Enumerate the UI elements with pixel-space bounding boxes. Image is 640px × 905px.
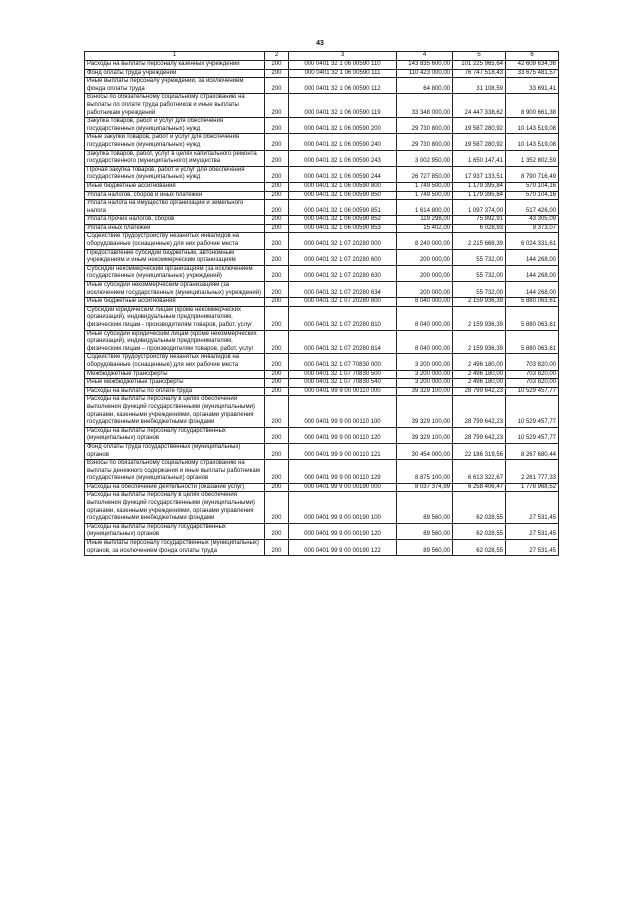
- row-name-cell: Расходы на обеспечение деятельности (оказание услуг): [85, 483, 265, 492]
- row-code-cell: 200: [265, 191, 289, 200]
- row-name-cell: Субсидии юридическим лицам (кроме некоммерческих организаций), индивидуальным предпринимателям, физическим лицам - производителям товаров, работ, услуг: [85, 306, 265, 330]
- row-kbk-cell: 000 0401 32 1 07 20280 814: [289, 330, 397, 354]
- row-code-cell: 200: [265, 265, 289, 281]
- row-name-cell: Взносы по обязательному социальному страхованию на выплаты денежного содержания и иные выплаты работникам государственных (муниципальных) органов: [85, 460, 265, 484]
- row-exec-cell: 55 732,00: [453, 249, 506, 265]
- table-row: [85, 224, 559, 233]
- row-rest-cell: 42 609 634,36: [506, 61, 559, 70]
- row-rest-cell: 33 675 481,57: [506, 69, 559, 78]
- table-row: [85, 282, 559, 298]
- row-name-cell: Иные выплаты персоналу государственных (муниципальных) органов, за исключением фонда оплаты труда: [85, 540, 265, 556]
- table-row: [85, 387, 559, 396]
- row-name-cell: Расходы на выплаты персоналу в целях обеспечения выполнения функций государственными (муниципальными) органами, казенными учреждениями, органами управления государственными внебюджетными фондами: [85, 492, 265, 523]
- header-cell: 1: [85, 52, 265, 61]
- row-code-cell: 200: [265, 200, 289, 216]
- row-plan-cell: 8 040 000,00: [397, 330, 453, 354]
- row-rest-cell: 5 880 063,61: [506, 298, 559, 307]
- row-exec-cell: 2 159 936,39: [453, 306, 506, 330]
- row-rest-cell: 10 529 457,77: [506, 387, 559, 396]
- row-code-cell: 200: [265, 224, 289, 233]
- row-rest-cell: 703 820,00: [506, 370, 559, 379]
- row-exec-cell: 55 732,00: [453, 282, 506, 298]
- table-row: [85, 379, 559, 388]
- table-row: [85, 354, 559, 370]
- row-kbk-cell: 000 0401 99 9 00 00190 122: [289, 540, 397, 556]
- row-kbk-cell: 000 0401 99 9 00 00110 120: [289, 427, 397, 443]
- row-code-cell: 200: [265, 134, 289, 150]
- row-code-cell: 200: [265, 483, 289, 492]
- row-kbk-cell: 000 0401 99 9 00 00190 100: [289, 492, 397, 523]
- row-name-cell: Расходы на выплаты персоналу казенных учреждений: [85, 61, 265, 70]
- row-name-cell: Взносы по обязательному социальному страхованию на выплаты по оплате труда работников и иные выплаты работникам учреждений: [85, 94, 265, 118]
- row-exec-cell: 28 799 642,23: [453, 396, 506, 427]
- row-rest-cell: 10 143 519,08: [506, 118, 559, 134]
- row-plan-cell: 39 329 100,00: [397, 387, 453, 396]
- row-exec-cell: 1 179 395,84: [453, 182, 506, 191]
- row-name-cell: Расходы на выплаты персоналу в целях обеспечения выполнения функций государственными (муниципальными) органами, казенными учреждениями, органами управления государственными внебюджетными фондами: [85, 396, 265, 427]
- row-exec-cell: 28 799 642,23: [453, 427, 506, 443]
- row-plan-cell: 8 875 100,00: [397, 460, 453, 484]
- row-code-cell: 200: [265, 492, 289, 523]
- row-plan-cell: 64 800,00: [397, 78, 453, 94]
- row-kbk-cell: 000 0401 32 1 07 20280 810: [289, 306, 397, 330]
- table-row: [85, 200, 559, 216]
- row-name-cell: Расходы на выплаты по оплате труда: [85, 387, 265, 396]
- row-code-cell: 200: [265, 396, 289, 427]
- row-plan-cell: 3 200 000,00: [397, 354, 453, 370]
- row-kbk-cell: 000 0401 32 1 06 00590 853: [289, 224, 397, 233]
- row-rest-cell: 10 529 457,77: [506, 427, 559, 443]
- row-plan-cell: 110 423 000,00: [397, 69, 453, 78]
- row-name-cell: Фонд оплаты труда учреждений: [85, 69, 265, 78]
- row-rest-cell: 1 352 802,59: [506, 150, 559, 166]
- row-name-cell: Субсидии некоммерческим организациям (за исключением государственных (муниципальных) учреждений): [85, 265, 265, 281]
- row-rest-cell: 570 104,16: [506, 182, 559, 191]
- row-exec-cell: 1 097 374,00: [453, 200, 506, 216]
- row-kbk-cell: 000 0401 32 1 07 20280 634: [289, 282, 397, 298]
- row-name-cell: Содействие трудоустройству незанятых инвалидов на оборудованные (оснащенные) для них рабочие места: [85, 354, 265, 370]
- row-exec-cell: 55 732,00: [453, 265, 506, 281]
- row-plan-cell: 200 000,00: [397, 249, 453, 265]
- row-kbk-cell: 000 0401 99 9 00 00190 120: [289, 523, 397, 539]
- table-row: [85, 182, 559, 191]
- table-row: [85, 540, 559, 556]
- row-exec-cell: 2 496 180,00: [453, 379, 506, 388]
- table-row: [85, 191, 559, 200]
- row-rest-cell: 10 143 519,08: [506, 134, 559, 150]
- row-code-cell: 200: [265, 523, 289, 539]
- table-row: [85, 523, 559, 539]
- row-name-cell: Содействие трудоустройству незанятых инвалидов на оборудованные (оснащенные) для них рабочие места: [85, 233, 265, 249]
- row-name-cell: Иные субсидии юридическим лицам (кроме некоммерческих организаций), индивидуальным предпринимателям, физическим лицам – производителям товаров, работ, услуг: [85, 330, 265, 354]
- row-name-cell: Иные межбюджетные трансферты: [85, 379, 265, 388]
- row-rest-cell: 43 305,09: [506, 216, 559, 225]
- row-plan-cell: 30 454 000,00: [397, 443, 453, 459]
- row-name-cell: Уплата налогов, сборов и иных платежей: [85, 191, 265, 200]
- row-code-cell: 200: [265, 282, 289, 298]
- table-row: [85, 443, 559, 459]
- table-row: [85, 233, 559, 249]
- row-exec-cell: 2 215 668,39: [453, 233, 506, 249]
- table-row: [85, 427, 559, 443]
- row-kbk-cell: 000 0401 32 1 06 00590 110: [289, 61, 397, 70]
- row-plan-cell: 89 560,00: [397, 523, 453, 539]
- header-cell: 4: [397, 52, 453, 61]
- row-plan-cell: 200 000,00: [397, 265, 453, 281]
- row-rest-cell: 703 820,00: [506, 354, 559, 370]
- row-exec-cell: 75 992,91: [453, 216, 506, 225]
- row-name-cell: Фонд оплаты труда государственных (муниципальных) органов: [85, 443, 265, 459]
- table-row: [85, 396, 559, 427]
- row-name-cell: Иные закупки товаров, работ и услуг для обеспечения государственных (муниципальных) нужд: [85, 134, 265, 150]
- row-code-cell: 200: [265, 233, 289, 249]
- row-code-cell: 200: [265, 216, 289, 225]
- table-row: [85, 166, 559, 182]
- table-row: [85, 61, 559, 70]
- row-rest-cell: 144 268,00: [506, 265, 559, 281]
- row-name-cell: Иные бюджетные ассигнования: [85, 298, 265, 307]
- row-kbk-cell: 000 0401 32 1 06 00590 243: [289, 150, 397, 166]
- row-code-cell: 200: [265, 78, 289, 94]
- row-code-cell: 200: [265, 354, 289, 370]
- row-rest-cell: 27 531,45: [506, 540, 559, 556]
- row-code-cell: 200: [265, 460, 289, 484]
- table-row: [85, 370, 559, 379]
- row-plan-cell: 1 749 500,00: [397, 191, 453, 200]
- row-code-cell: 200: [265, 61, 289, 70]
- row-plan-cell: 3 002 950,00: [397, 150, 453, 166]
- table-row: [85, 69, 559, 78]
- row-kbk-cell: 000 0401 32 1 06 00590 851: [289, 200, 397, 216]
- row-plan-cell: 8 040 000,00: [397, 306, 453, 330]
- row-plan-cell: 89 560,00: [397, 540, 453, 556]
- row-rest-cell: 10 529 457,77: [506, 396, 559, 427]
- table-row: [85, 265, 559, 281]
- row-code-cell: 200: [265, 443, 289, 459]
- row-name-cell: Закупка товаров, работ и услуг для обеспечения государственных (муниципальных) нужд: [85, 118, 265, 134]
- row-rest-cell: 6 024 331,61: [506, 233, 559, 249]
- row-exec-cell: 2 496 180,00: [453, 370, 506, 379]
- row-code-cell: 200: [265, 94, 289, 118]
- row-plan-cell: 39 329 100,00: [397, 427, 453, 443]
- row-plan-cell: 3 200 000,00: [397, 370, 453, 379]
- row-plan-cell: 200 000,00: [397, 282, 453, 298]
- row-exec-cell: 62 028,55: [453, 523, 506, 539]
- row-exec-cell: 6 258 406,47: [453, 483, 506, 492]
- row-name-cell: Закупка товаров, работ, услуг в целях капитального ремонта государственного (муниципального) имущества: [85, 150, 265, 166]
- row-name-cell: Уплата прочих налогов, сборов: [85, 216, 265, 225]
- row-exec-cell: 19 587 280,92: [453, 134, 506, 150]
- row-exec-cell: 17 937 133,51: [453, 166, 506, 182]
- row-kbk-cell: 000 0401 32 1 06 00590 119: [289, 94, 397, 118]
- row-exec-cell: 19 587 280,92: [453, 118, 506, 134]
- row-code-cell: 200: [265, 298, 289, 307]
- row-exec-cell: 2 159 936,39: [453, 298, 506, 307]
- row-plan-cell: 33 348 000,00: [397, 94, 453, 118]
- row-exec-cell: 6 613 322,67: [453, 460, 506, 484]
- row-code-cell: 200: [265, 249, 289, 265]
- budget-execution-table: [84, 51, 559, 556]
- header-cell: 6: [506, 52, 559, 61]
- table-row: [85, 216, 559, 225]
- row-kbk-cell: 000 0401 32 1 06 00590 111: [289, 69, 397, 78]
- row-name-cell: Прочая закупка товаров, работ и услуг для обеспечения государственных (муниципальных) нужд: [85, 166, 265, 182]
- row-plan-cell: 26 727 850,00: [397, 166, 453, 182]
- row-kbk-cell: 000 0401 32 1 06 00590 852: [289, 216, 397, 225]
- row-rest-cell: 1 778 968,52: [506, 483, 559, 492]
- row-exec-cell: 62 028,55: [453, 540, 506, 556]
- table-row: [85, 460, 559, 484]
- row-plan-cell: 1 614 800,00: [397, 200, 453, 216]
- row-plan-cell: 89 560,00: [397, 492, 453, 523]
- row-name-cell: Расходы на выплаты персоналу государственных (муниципальных) органов: [85, 523, 265, 539]
- row-rest-cell: 27 531,45: [506, 523, 559, 539]
- row-rest-cell: 8 900 661,38: [506, 94, 559, 118]
- row-name-cell: Предоставление субсидий бюджетным, автономным учреждениям и иным некоммерческим организациям: [85, 249, 265, 265]
- row-plan-cell: 29 730 800,00: [397, 134, 453, 150]
- row-code-cell: 200: [265, 166, 289, 182]
- row-kbk-cell: 000 0401 32 1 06 00590 112: [289, 78, 397, 94]
- row-code-cell: 200: [265, 540, 289, 556]
- table-row: [85, 306, 559, 330]
- row-code-cell: 200: [265, 379, 289, 388]
- row-rest-cell: 8 790 716,49: [506, 166, 559, 182]
- row-exec-cell: 22 186 319,56: [453, 443, 506, 459]
- row-name-cell: Иные бюджетные ассигнования: [85, 182, 265, 191]
- row-name-cell: Иные субсидии некоммерческим организациям (за исключением государственных (муниципальных) учреждений): [85, 282, 265, 298]
- row-kbk-cell: 000 0401 32 1 07 20280 600: [289, 249, 397, 265]
- table-row: [85, 298, 559, 307]
- row-kbk-cell: 000 0401 32 1 06 00590 240: [289, 134, 397, 150]
- row-kbk-cell: 000 0401 99 9 00 00110 000: [289, 387, 397, 396]
- row-code-cell: 200: [265, 69, 289, 78]
- row-rest-cell: 144 268,00: [506, 282, 559, 298]
- row-code-cell: 200: [265, 150, 289, 166]
- header-cell: 5: [453, 52, 506, 61]
- row-name-cell: Расходы на выплаты персоналу государственных (муниципальных) органов: [85, 427, 265, 443]
- row-plan-cell: 29 730 800,00: [397, 118, 453, 134]
- row-kbk-cell: 000 0401 99 9 00 00110 129: [289, 460, 397, 484]
- row-kbk-cell: 000 0401 99 9 00 00110 100: [289, 396, 397, 427]
- row-plan-cell: 1 749 500,00: [397, 182, 453, 191]
- row-plan-cell: 119 298,00: [397, 216, 453, 225]
- table-row: [85, 94, 559, 118]
- row-kbk-cell: 000 0401 99 9 00 00110 121: [289, 443, 397, 459]
- row-code-cell: 200: [265, 306, 289, 330]
- row-kbk-cell: 000 0401 99 9 00 00190 000: [289, 483, 397, 492]
- row-exec-cell: 28 799 642,23: [453, 387, 506, 396]
- table-row: [85, 330, 559, 354]
- header-cell: 3: [289, 52, 397, 61]
- row-code-cell: 200: [265, 182, 289, 191]
- row-name-cell: Уплата иных платежей: [85, 224, 265, 233]
- page-number: 43: [316, 40, 324, 47]
- row-kbk-cell: 000 0401 32 1 06 00590 244: [289, 166, 397, 182]
- row-plan-cell: 39 329 100,00: [397, 396, 453, 427]
- row-kbk-cell: 000 0401 32 1 07 20280 630: [289, 265, 397, 281]
- table-row: [85, 118, 559, 134]
- row-code-cell: 200: [265, 118, 289, 134]
- row-exec-cell: 62 028,55: [453, 492, 506, 523]
- row-rest-cell: 9 373,07: [506, 224, 559, 233]
- table-header-row: [85, 52, 559, 61]
- row-exec-cell: 2 159 936,39: [453, 330, 506, 354]
- table-row: [85, 134, 559, 150]
- row-kbk-cell: 000 0401 32 1 07 20280 800: [289, 298, 397, 307]
- row-exec-cell: 1 179 395,84: [453, 191, 506, 200]
- row-rest-cell: 517 426,00: [506, 200, 559, 216]
- row-plan-cell: 15 402,00: [397, 224, 453, 233]
- table-row: [85, 492, 559, 523]
- row-rest-cell: 33 691,41: [506, 78, 559, 94]
- row-plan-cell: 8 240 000,00: [397, 233, 453, 249]
- table-row: [85, 78, 559, 94]
- table-row: [85, 483, 559, 492]
- row-kbk-cell: 000 0401 32 1 07 20280 000: [289, 233, 397, 249]
- row-plan-cell: 3 200 000,00: [397, 379, 453, 388]
- row-rest-cell: 144 268,00: [506, 249, 559, 265]
- row-exec-cell: 76 747 518,43: [453, 69, 506, 78]
- row-rest-cell: 570 104,16: [506, 191, 559, 200]
- row-exec-cell: 101 225 965,64: [453, 61, 506, 70]
- header-cell: 2: [265, 52, 289, 61]
- row-code-cell: 200: [265, 330, 289, 354]
- row-code-cell: 200: [265, 370, 289, 379]
- row-plan-cell: 143 835 600,00: [397, 61, 453, 70]
- row-rest-cell: 27 531,45: [506, 492, 559, 523]
- row-plan-cell: 8 040 000,00: [397, 298, 453, 307]
- table-row: [85, 249, 559, 265]
- row-rest-cell: 5 880 063,61: [506, 306, 559, 330]
- row-exec-cell: 2 496 180,00: [453, 354, 506, 370]
- row-kbk-cell: 000 0401 32 1 07 70830 540: [289, 379, 397, 388]
- row-exec-cell: 6 028,93: [453, 224, 506, 233]
- row-exec-cell: 1 650 147,41: [453, 150, 506, 166]
- table-body: [85, 61, 559, 556]
- row-name-cell: Уплата налога на имущество организаций и земельного налога: [85, 200, 265, 216]
- row-rest-cell: 2 261 777,33: [506, 460, 559, 484]
- row-name-cell: Иные выплаты персоналу учреждений, за исключением фонда оплаты труда: [85, 78, 265, 94]
- row-code-cell: 200: [265, 387, 289, 396]
- row-kbk-cell: 000 0401 32 1 07 70830 500: [289, 370, 397, 379]
- table-row: [85, 150, 559, 166]
- row-name-cell: Межбюджетные трансферты: [85, 370, 265, 379]
- row-exec-cell: 31 108,59: [453, 78, 506, 94]
- row-kbk-cell: 000 0401 32 1 07 70830 000: [289, 354, 397, 370]
- row-rest-cell: 8 267 680,44: [506, 443, 559, 459]
- row-exec-cell: 24 447 338,62: [453, 94, 506, 118]
- row-rest-cell: 5 880 063,61: [506, 330, 559, 354]
- row-kbk-cell: 000 0401 32 1 06 00590 850: [289, 191, 397, 200]
- row-kbk-cell: 000 0401 32 1 06 00590 200: [289, 118, 397, 134]
- row-rest-cell: 703 820,00: [506, 379, 559, 388]
- row-kbk-cell: 000 0401 32 1 06 00590 800: [289, 182, 397, 191]
- row-code-cell: 200: [265, 427, 289, 443]
- row-plan-cell: 8 037 374,99: [397, 483, 453, 492]
